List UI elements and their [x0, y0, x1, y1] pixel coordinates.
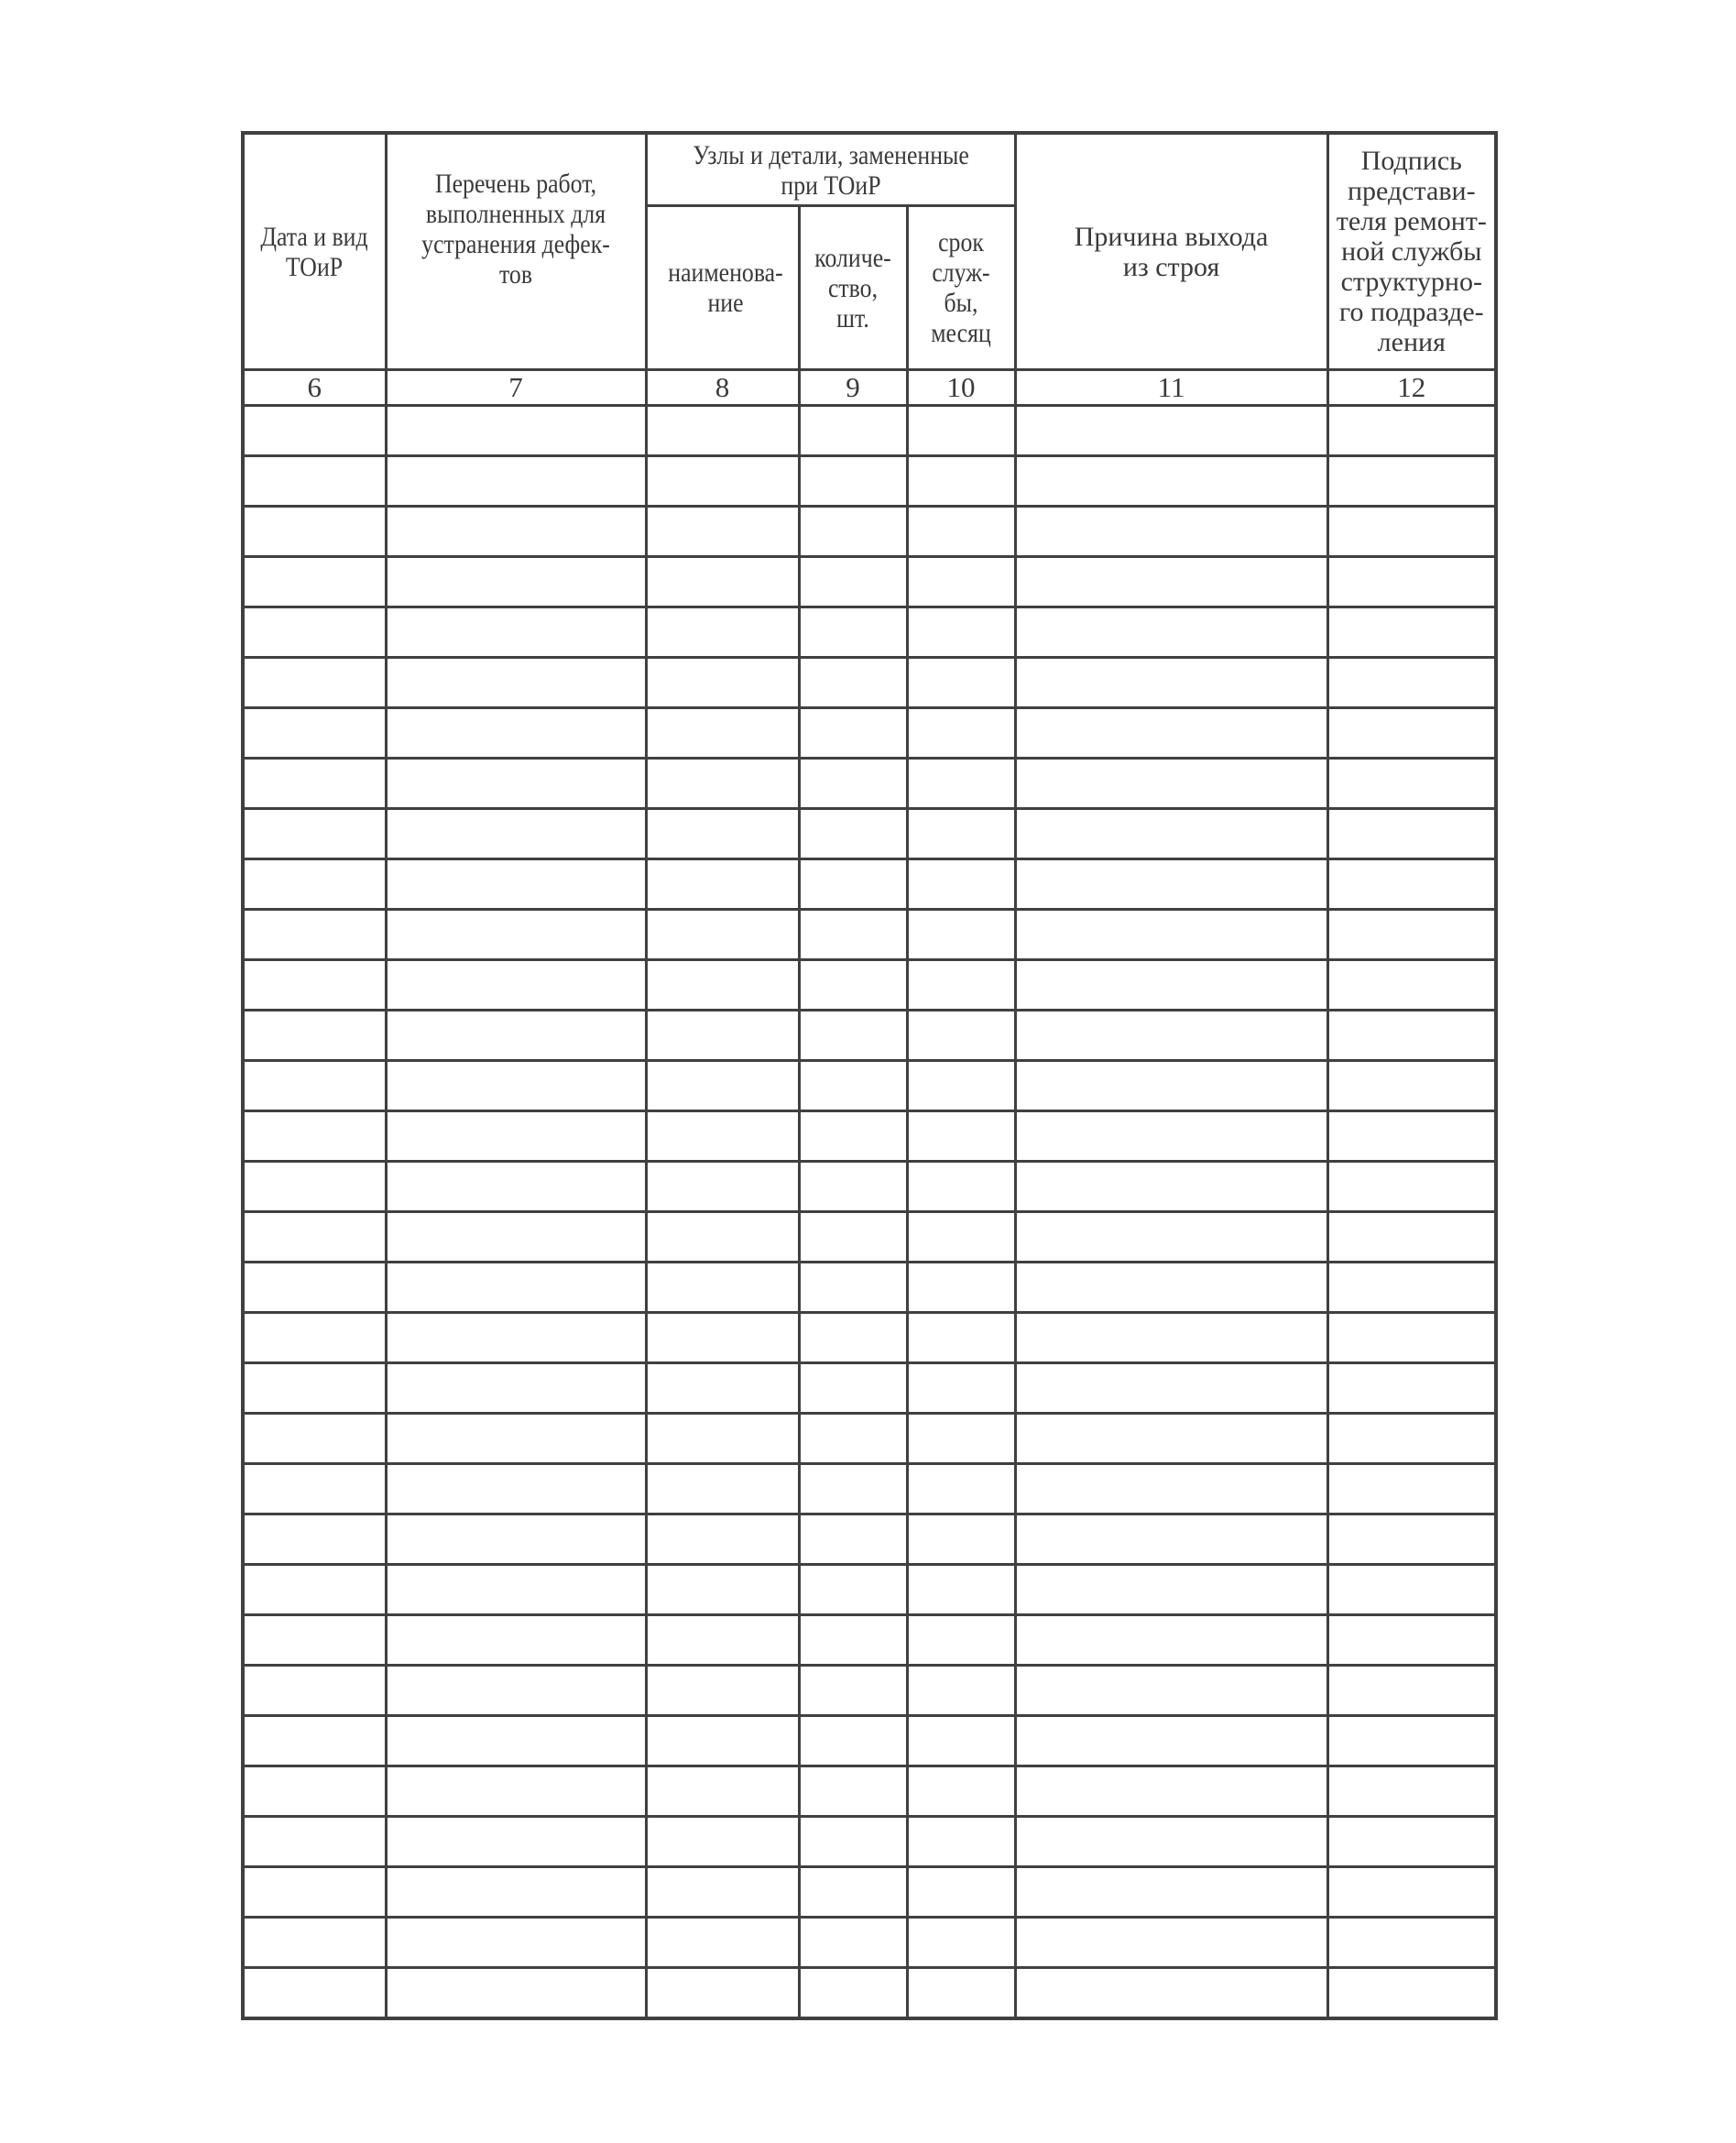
empty-cell[interactable]: [243, 1414, 386, 1464]
table-row: [243, 1716, 1496, 1766]
empty-cell[interactable]: [646, 1867, 799, 1918]
table-row: [243, 1615, 1496, 1666]
empty-cell[interactable]: [907, 708, 1015, 759]
empty-cell[interactable]: [799, 859, 907, 910]
column-number: 11: [1015, 370, 1327, 406]
empty-cell[interactable]: [1015, 607, 1327, 658]
empty-cell[interactable]: [646, 1615, 799, 1666]
empty-cell[interactable]: [243, 406, 386, 456]
empty-cell[interactable]: [799, 557, 907, 607]
empty-cell[interactable]: [386, 1514, 646, 1565]
empty-cell[interactable]: [907, 1011, 1015, 1061]
empty-cell[interactable]: [646, 910, 799, 960]
empty-cell[interactable]: [386, 557, 646, 607]
empty-cell[interactable]: [907, 809, 1015, 859]
empty-cell[interactable]: [243, 557, 386, 607]
empty-cell[interactable]: [1015, 406, 1327, 456]
empty-cell[interactable]: [243, 1867, 386, 1918]
empty-cell[interactable]: [646, 809, 799, 859]
empty-cell[interactable]: [1015, 1414, 1327, 1464]
empty-cell[interactable]: [799, 1414, 907, 1464]
table-row: [243, 1464, 1496, 1514]
table-row: [243, 910, 1496, 960]
empty-cell[interactable]: [386, 1867, 646, 1918]
empty-cell[interactable]: [799, 708, 907, 759]
empty-cell[interactable]: [1327, 1817, 1496, 1867]
empty-cell[interactable]: [386, 759, 646, 809]
empty-cell[interactable]: [646, 1061, 799, 1111]
empty-cell[interactable]: [243, 607, 386, 658]
empty-cell[interactable]: [243, 960, 386, 1011]
empty-cell[interactable]: [799, 1968, 907, 2019]
empty-cell[interactable]: [243, 507, 386, 557]
table-row: [243, 859, 1496, 910]
table-row: [243, 1666, 1496, 1716]
empty-cell[interactable]: [1015, 1363, 1327, 1414]
table-row: [243, 1766, 1496, 1817]
empty-cell[interactable]: [646, 1666, 799, 1716]
empty-cell[interactable]: [799, 406, 907, 456]
empty-cell[interactable]: [1015, 759, 1327, 809]
empty-cell[interactable]: [646, 708, 799, 759]
empty-cell[interactable]: [907, 1918, 1015, 1968]
empty-cell[interactable]: [799, 1111, 907, 1162]
table-row: [243, 1313, 1496, 1363]
empty-cell[interactable]: [386, 1615, 646, 1666]
empty-cell[interactable]: [1327, 456, 1496, 507]
empty-cell[interactable]: [907, 960, 1015, 1011]
column-number: 7: [386, 370, 646, 406]
empty-cell[interactable]: [1015, 960, 1327, 1011]
empty-cell[interactable]: [1015, 809, 1327, 859]
empty-cell[interactable]: [386, 1666, 646, 1716]
empty-cell[interactable]: [243, 859, 386, 910]
empty-cell[interactable]: [907, 1263, 1015, 1313]
empty-cell[interactable]: [243, 910, 386, 960]
table-row: [243, 1263, 1496, 1313]
empty-cell[interactable]: [1327, 1061, 1496, 1111]
empty-cell[interactable]: [907, 1514, 1015, 1565]
column-number: 12: [1327, 370, 1496, 406]
empty-cell[interactable]: [243, 1716, 386, 1766]
empty-cell[interactable]: [646, 557, 799, 607]
empty-cell[interactable]: [1327, 1414, 1496, 1464]
empty-cell[interactable]: [1015, 1968, 1327, 2019]
empty-cell[interactable]: [243, 1615, 386, 1666]
empty-cell[interactable]: [386, 1918, 646, 1968]
empty-cell[interactable]: [799, 1464, 907, 1514]
empty-cell[interactable]: [386, 607, 646, 658]
empty-cell[interactable]: [386, 1968, 646, 2019]
empty-cell[interactable]: [907, 658, 1015, 708]
empty-cell[interactable]: [243, 1263, 386, 1313]
empty-cell[interactable]: [243, 658, 386, 708]
table-row: [243, 759, 1496, 809]
empty-cell[interactable]: [386, 1464, 646, 1514]
empty-cell[interactable]: [907, 507, 1015, 557]
empty-cell[interactable]: [646, 1313, 799, 1363]
table-row: [243, 1918, 1496, 1968]
empty-cell[interactable]: [1015, 1464, 1327, 1514]
empty-cell[interactable]: [646, 406, 799, 456]
empty-cell[interactable]: [1015, 910, 1327, 960]
empty-cell[interactable]: [1327, 1011, 1496, 1061]
empty-cell[interactable]: [907, 1968, 1015, 2019]
empty-cell[interactable]: [243, 1817, 386, 1867]
empty-cell[interactable]: [386, 1011, 646, 1061]
empty-cell[interactable]: [243, 1011, 386, 1061]
empty-cell[interactable]: [907, 1716, 1015, 1766]
table-row: [243, 1363, 1496, 1414]
empty-cell[interactable]: [1327, 1162, 1496, 1212]
empty-cell[interactable]: [799, 1666, 907, 1716]
table-row: [243, 1011, 1496, 1061]
empty-cell[interactable]: [646, 1212, 799, 1263]
empty-cell[interactable]: [907, 1061, 1015, 1111]
empty-cell[interactable]: [799, 1716, 907, 1766]
empty-cell[interactable]: [907, 1363, 1015, 1414]
empty-cell[interactable]: [1015, 507, 1327, 557]
empty-cell[interactable]: [907, 859, 1015, 910]
empty-cell[interactable]: [1327, 1867, 1496, 1918]
empty-cell[interactable]: [799, 1061, 907, 1111]
empty-cell[interactable]: [243, 759, 386, 809]
empty-cell[interactable]: [646, 1263, 799, 1313]
empty-cell[interactable]: [907, 1565, 1015, 1615]
empty-cell[interactable]: [1015, 859, 1327, 910]
empty-cell[interactable]: [799, 507, 907, 557]
empty-cell[interactable]: [646, 1363, 799, 1414]
empty-cell[interactable]: [1327, 1918, 1496, 1968]
column-number: 10: [907, 370, 1015, 406]
table-row: [243, 456, 1496, 507]
empty-cell[interactable]: [907, 1867, 1015, 1918]
empty-cell[interactable]: [1015, 1716, 1327, 1766]
empty-cell[interactable]: [243, 1162, 386, 1212]
empty-cell[interactable]: [1015, 708, 1327, 759]
header-signature: Подпись представи-теля ремонт-ной службы структурно-го подразде-ления: [1327, 133, 1496, 370]
empty-cell[interactable]: [1015, 1162, 1327, 1212]
column-number: 9: [799, 370, 907, 406]
empty-cell[interactable]: [799, 809, 907, 859]
empty-cell[interactable]: [386, 910, 646, 960]
empty-cell[interactable]: [646, 507, 799, 557]
table-row: [243, 1162, 1496, 1212]
empty-cell[interactable]: [386, 809, 646, 859]
empty-cell[interactable]: [646, 1565, 799, 1615]
empty-cell[interactable]: [799, 910, 907, 960]
empty-cell[interactable]: [646, 859, 799, 910]
empty-cell[interactable]: [1327, 1565, 1496, 1615]
header-parts-group: Узлы и детали, замененные при ТОиР: [646, 133, 1015, 206]
header-quantity: количе-ство, шт.: [799, 206, 907, 370]
empty-cell[interactable]: [243, 456, 386, 507]
empty-cell[interactable]: [243, 1968, 386, 2019]
empty-cell[interactable]: [907, 1464, 1015, 1514]
header-row-1: [243, 133, 1496, 206]
empty-cell[interactable]: [386, 1766, 646, 1817]
empty-cell[interactable]: [1015, 557, 1327, 607]
empty-cell[interactable]: [907, 456, 1015, 507]
table-row: [243, 1414, 1496, 1464]
empty-cell[interactable]: [243, 1666, 386, 1716]
empty-cell[interactable]: [1015, 1263, 1327, 1313]
empty-cell[interactable]: [386, 1414, 646, 1464]
empty-cell[interactable]: [1327, 1666, 1496, 1716]
empty-cell[interactable]: [646, 456, 799, 507]
maintenance-log-table: [241, 131, 1498, 2020]
empty-cell[interactable]: [907, 1414, 1015, 1464]
empty-cell[interactable]: [799, 456, 907, 507]
empty-cell[interactable]: [1327, 557, 1496, 607]
empty-cell[interactable]: [799, 1867, 907, 1918]
empty-cell[interactable]: [386, 1817, 646, 1867]
empty-cell[interactable]: [1015, 1061, 1327, 1111]
empty-cell[interactable]: [799, 759, 907, 809]
empty-cell[interactable]: [1015, 1565, 1327, 1615]
table-row: [243, 1111, 1496, 1162]
empty-cell[interactable]: [799, 1263, 907, 1313]
empty-cell[interactable]: [1327, 960, 1496, 1011]
table-row: [243, 1514, 1496, 1565]
header-part-name: наименова-ние: [646, 206, 799, 370]
empty-cell[interactable]: [646, 1464, 799, 1514]
empty-cell[interactable]: [1015, 658, 1327, 708]
empty-cell[interactable]: [1327, 809, 1496, 859]
empty-cell[interactable]: [907, 1212, 1015, 1263]
empty-cell[interactable]: [1327, 1111, 1496, 1162]
header-service-life: срок служ-бы, месяц: [907, 206, 1015, 370]
empty-cell[interactable]: [1327, 910, 1496, 960]
table-row: [243, 607, 1496, 658]
empty-cell[interactable]: [646, 1817, 799, 1867]
empty-cell[interactable]: [907, 1766, 1015, 1817]
empty-cell[interactable]: [386, 658, 646, 708]
empty-cell[interactable]: [1327, 1263, 1496, 1313]
empty-cell[interactable]: [1327, 1766, 1496, 1817]
empty-cell[interactable]: [799, 658, 907, 708]
empty-cell[interactable]: [1015, 1615, 1327, 1666]
empty-cell[interactable]: [907, 1162, 1015, 1212]
table-row: [243, 809, 1496, 859]
empty-cell[interactable]: [243, 1313, 386, 1363]
empty-cell[interactable]: [1327, 1514, 1496, 1565]
table-row: [243, 1968, 1496, 2019]
empty-cell[interactable]: [799, 1918, 907, 1968]
empty-cell[interactable]: [907, 607, 1015, 658]
table-row: [243, 708, 1496, 759]
header-date-type: Дата и вид ТОиР: [243, 133, 386, 370]
empty-cell[interactable]: [1015, 1212, 1327, 1263]
empty-cell[interactable]: [1015, 456, 1327, 507]
column-number: 8: [646, 370, 799, 406]
empty-cell[interactable]: [799, 1565, 907, 1615]
empty-cell[interactable]: [1015, 1817, 1327, 1867]
empty-cell[interactable]: [799, 1162, 907, 1212]
table-row: [243, 507, 1496, 557]
table-row: [243, 1565, 1496, 1615]
table-row: [243, 406, 1496, 456]
empty-cell[interactable]: [907, 1817, 1015, 1867]
empty-cell[interactable]: [243, 1363, 386, 1414]
empty-cell[interactable]: [799, 1011, 907, 1061]
empty-cell[interactable]: [646, 1011, 799, 1061]
empty-cell[interactable]: [799, 1313, 907, 1363]
column-number-row: [243, 370, 1496, 406]
empty-cell[interactable]: [799, 1212, 907, 1263]
empty-cell[interactable]: [646, 1766, 799, 1817]
empty-cell[interactable]: [386, 1716, 646, 1766]
empty-cell[interactable]: [799, 1817, 907, 1867]
empty-cell[interactable]: [907, 759, 1015, 809]
empty-cell[interactable]: [1015, 1867, 1327, 1918]
empty-cell[interactable]: [646, 1414, 799, 1464]
empty-cell[interactable]: [243, 1111, 386, 1162]
table-row: [243, 1817, 1496, 1867]
empty-cell[interactable]: [907, 557, 1015, 607]
empty-cell[interactable]: [1015, 1111, 1327, 1162]
empty-cell[interactable]: [1015, 1918, 1327, 1968]
empty-cell[interactable]: [646, 960, 799, 1011]
empty-cell[interactable]: [243, 1061, 386, 1111]
empty-cell[interactable]: [1015, 1011, 1327, 1061]
empty-cell[interactable]: [243, 1766, 386, 1817]
empty-cell[interactable]: [386, 1565, 646, 1615]
empty-cell[interactable]: [1327, 708, 1496, 759]
empty-cell[interactable]: [243, 1918, 386, 1968]
empty-cell[interactable]: [907, 406, 1015, 456]
empty-cell[interactable]: [386, 507, 646, 557]
header-works-list: Перечень работ, выполненных для устранения дефек-тов: [386, 133, 646, 370]
empty-cell[interactable]: [799, 960, 907, 1011]
empty-cell[interactable]: [243, 1464, 386, 1514]
empty-cell[interactable]: [1015, 1766, 1327, 1817]
header-failure-cause: Причина выхода из строя: [1015, 133, 1327, 370]
empty-cell[interactable]: [907, 910, 1015, 960]
empty-cell[interactable]: [243, 1212, 386, 1263]
empty-cell[interactable]: [1327, 1615, 1496, 1666]
empty-cell[interactable]: [646, 1918, 799, 1968]
empty-cell[interactable]: [1327, 1968, 1496, 2019]
empty-cell[interactable]: [243, 1565, 386, 1615]
empty-cell[interactable]: [799, 1514, 907, 1565]
empty-cell[interactable]: [799, 1615, 907, 1666]
empty-cell[interactable]: [646, 1514, 799, 1565]
empty-cell[interactable]: [1327, 1313, 1496, 1363]
empty-cell[interactable]: [1327, 859, 1496, 910]
empty-cell[interactable]: [386, 406, 646, 456]
empty-cell[interactable]: [1327, 658, 1496, 708]
empty-cell[interactable]: [646, 1162, 799, 1212]
empty-cell[interactable]: [799, 607, 907, 658]
empty-cell[interactable]: [907, 1615, 1015, 1666]
empty-cell[interactable]: [1327, 507, 1496, 557]
empty-cell[interactable]: [243, 1514, 386, 1565]
empty-cell[interactable]: [1327, 759, 1496, 809]
empty-cell[interactable]: [1327, 607, 1496, 658]
empty-cell[interactable]: [799, 1363, 907, 1414]
empty-cell[interactable]: [907, 1313, 1015, 1363]
table-row: [243, 1212, 1496, 1263]
empty-cell[interactable]: [1015, 1313, 1327, 1363]
empty-cell[interactable]: [386, 859, 646, 910]
table-row: [243, 658, 1496, 708]
column-number: 6: [243, 370, 386, 406]
empty-cell[interactable]: [646, 658, 799, 708]
empty-cell[interactable]: [1327, 406, 1496, 456]
empty-cell[interactable]: [386, 708, 646, 759]
empty-cell[interactable]: [1327, 1212, 1496, 1263]
empty-cell[interactable]: [386, 1263, 646, 1313]
empty-cell[interactable]: [646, 759, 799, 809]
empty-cell[interactable]: [1327, 1716, 1496, 1766]
empty-cell[interactable]: [386, 960, 646, 1011]
empty-cell[interactable]: [646, 1716, 799, 1766]
table-row: [243, 557, 1496, 607]
empty-cell[interactable]: [1327, 1363, 1496, 1414]
empty-cell[interactable]: [646, 1111, 799, 1162]
empty-cell[interactable]: [646, 607, 799, 658]
empty-cell[interactable]: [1015, 1514, 1327, 1565]
empty-cell[interactable]: [799, 1766, 907, 1817]
empty-cell[interactable]: [386, 456, 646, 507]
empty-cell[interactable]: [907, 1666, 1015, 1716]
table-row: [243, 960, 1496, 1011]
empty-cell[interactable]: [386, 1212, 646, 1263]
empty-cell[interactable]: [243, 708, 386, 759]
empty-cell[interactable]: [1015, 1666, 1327, 1716]
empty-cell[interactable]: [386, 1061, 646, 1111]
empty-cell[interactable]: [243, 809, 386, 859]
empty-cell[interactable]: [646, 1968, 799, 2019]
table-row: [243, 1867, 1496, 1918]
empty-cell[interactable]: [386, 1313, 646, 1363]
empty-cell[interactable]: [386, 1162, 646, 1212]
empty-cell[interactable]: [907, 1111, 1015, 1162]
table-row: [243, 1061, 1496, 1111]
empty-cell[interactable]: [386, 1363, 646, 1414]
empty-cell[interactable]: [386, 1111, 646, 1162]
empty-cell[interactable]: [1327, 1464, 1496, 1514]
